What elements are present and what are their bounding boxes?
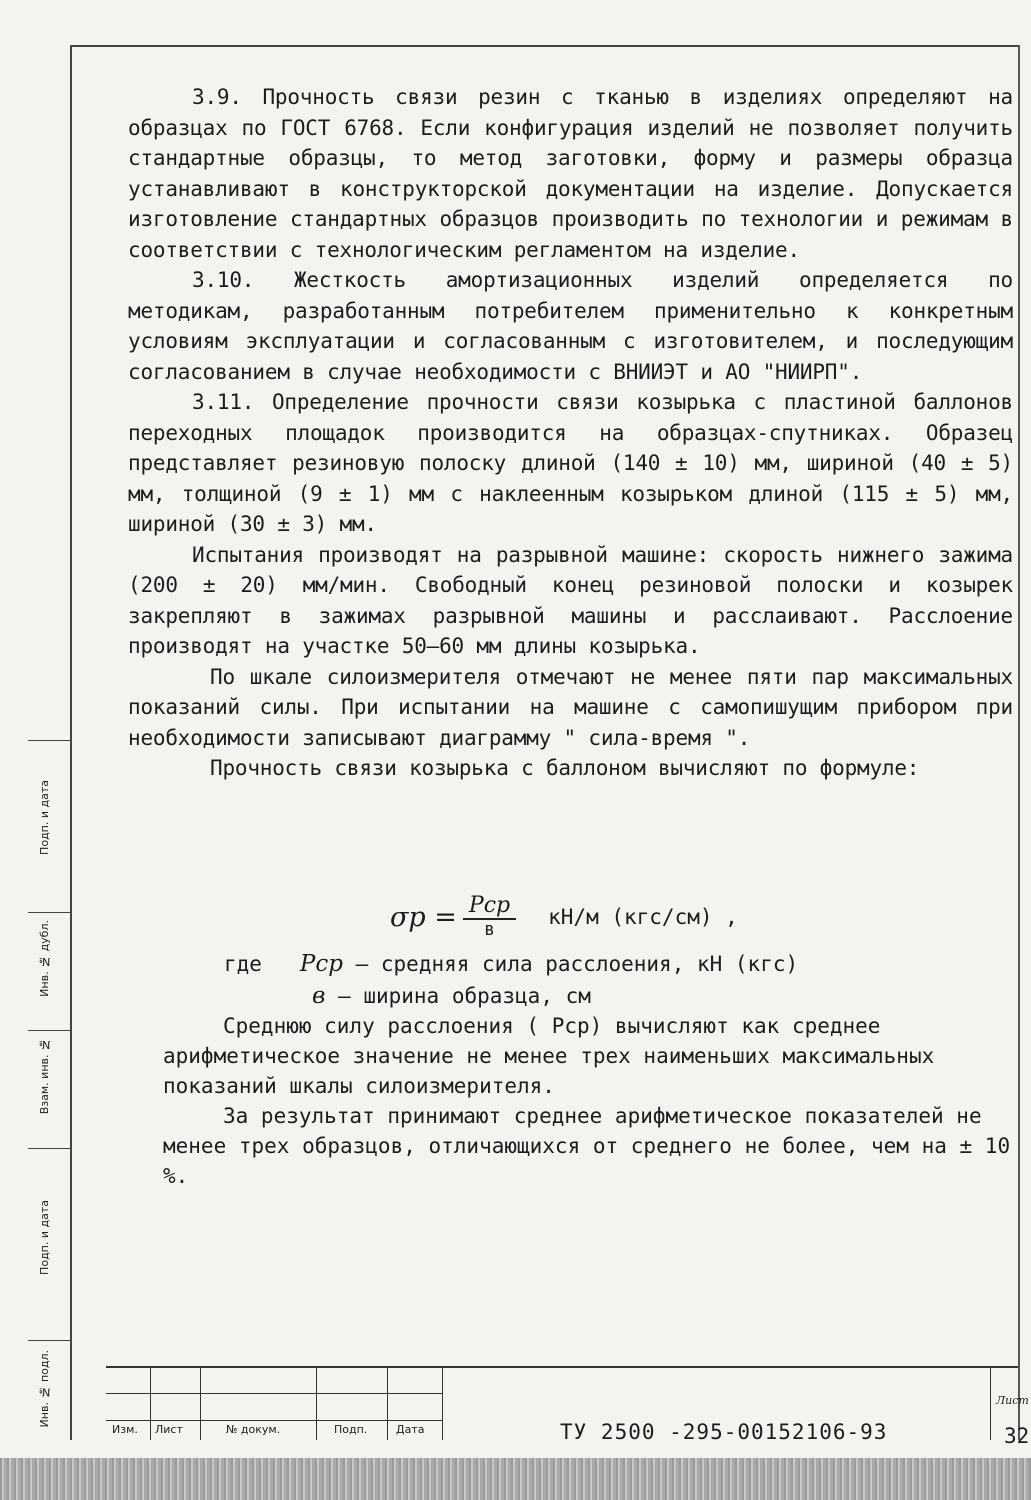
title-block-col-line-3 [316, 1366, 317, 1440]
formula-fraction [463, 894, 516, 940]
paragraph-tests: Испытания производят на разрывной машине: скорость нижнего зажима (200 ± 20) мм/мин. Свободный конец резиновой полоски и козырек закрепляют в зажимах разрывной машины и расслаивают. Расслоение производят на участке 50–60 мм длины козырька. [128, 542, 1013, 658]
title-block-col-line-6 [990, 1366, 991, 1440]
stamp-label-sign-date: Подп. и дата [38, 780, 51, 855]
paragraph-average: Среднюю силу расслоения ( Рср) вычисляют как среднее арифметическое значение не менее трех наименьших максимальных показаний шкалы силоизмерителя. [163, 1014, 935, 1098]
strength-formula [390, 892, 738, 942]
title-block-col-line-1 [150, 1366, 151, 1440]
paragraph-3-10: 3.10. Жесткость амортизационных изделий определяется по методикам, разработанным потребителем применительно к конкретным условиям эксплуатации и согласованным с изготовителем, и последующим согласованием в случае необходимости с ВНИИЭТ и АО "НИИРП". [128, 268, 1013, 384]
tb-label-doc: № докум. [226, 1423, 281, 1436]
stamp-cell-3 [28, 1030, 70, 1031]
stamp-label-dup-inv: Инв. № дубл. [38, 920, 51, 997]
legend-symbol-b: в [312, 983, 326, 1009]
document-code: ТУ 2500 -295-00152106-93 [560, 1420, 888, 1444]
formula-denominator: в [484, 919, 495, 940]
stamp-cell-2 [28, 912, 70, 913]
body-text [128, 82, 1013, 784]
legend-symbol-pcp: Рср [299, 951, 343, 977]
formula-units: кН/м (кгс/см) , [548, 905, 738, 929]
paragraph-formula-intro: Прочность связи козырька с баллоном вычисляют по формуле: [210, 756, 920, 780]
stamp-label-orig-inv: Инв. № подл. [38, 1350, 51, 1428]
title-block-col-line-4 [387, 1366, 388, 1440]
legend-row-width [224, 980, 798, 1012]
legend-row-force [224, 948, 798, 980]
title-block-col-line-2 [200, 1366, 201, 1440]
frame-top-line [70, 45, 1020, 47]
stamp-cell-5 [28, 1340, 70, 1341]
scan-edge-strip [0, 1458, 1031, 1500]
stamp-cell-4 [28, 1148, 70, 1149]
after-formula-text [163, 1011, 1013, 1191]
legend-desc-force: – средняя сила расслоения, кН (кгс) [342, 952, 799, 976]
frame-right-line [1018, 45, 1020, 1440]
paragraph-result: За результат принимают среднее арифметическое показателей не менее трех образцов, отличающихся от среднего не более, чем на ± 10 %. [163, 1104, 1011, 1188]
sheet-number: 32 [1004, 1424, 1030, 1448]
formula-lhs: σр = [390, 901, 457, 933]
margin-stamp [28, 740, 71, 1440]
title-block-row-line-2 [106, 1420, 442, 1421]
stamp-label-replace-inv: Взам. инв. № [38, 1038, 51, 1115]
title-block-row-line-1 [106, 1393, 442, 1394]
title-block-col-line-5 [442, 1366, 443, 1440]
paragraph-3-11: 3.11. Определение прочности связи козырька с пластиной баллонов переходных площадок производится на образцах-спутниках. Образец представляет резиновую полоску длиной (140 ± 10) мм, шириной (40 ± 5) мм, толщиной (9 ± 1) мм с наклеенным козырьком длиной (115 ± 5) мм, шириной (30 ± 3) мм. [128, 390, 1013, 536]
paragraph-3-9: 3.9. Прочность связи резин с тканью в изделиях определяют на образцах по ГОСТ 6768. Если конфигурация изделий не позволяет получить стандартные образцы, то метод заготовки, форму и размеры образца устанавливают в конструкторской документации на изделие. Допускается изготовление стандартных образцов производить по технологии и режимам в соответствии с технологическим регламентом на изделие. [128, 85, 1013, 262]
legend-where-word: где [224, 952, 262, 976]
formula-numerator: Рср [463, 894, 516, 920]
legend-desc-width: – ширина образца, см [325, 984, 591, 1008]
tb-label-podp: Подп. [334, 1423, 368, 1436]
tb-label-izm: Изм. [112, 1423, 138, 1436]
formula-legend [224, 948, 798, 1012]
paragraph-scale: По шкале силоизмерителя отмечают не менее пяти пар максимальных показаний силы. При испытании на машине с самопишущим прибором при необходимости записывают диаграмму " сила-время ". [128, 664, 1013, 750]
sheet-label: Лист [996, 1394, 1029, 1407]
tb-label-data: Дата [396, 1423, 425, 1436]
stamp-label-sign-date-2: Подп. и дата [38, 1200, 51, 1275]
tb-label-list: Лист [155, 1423, 183, 1436]
